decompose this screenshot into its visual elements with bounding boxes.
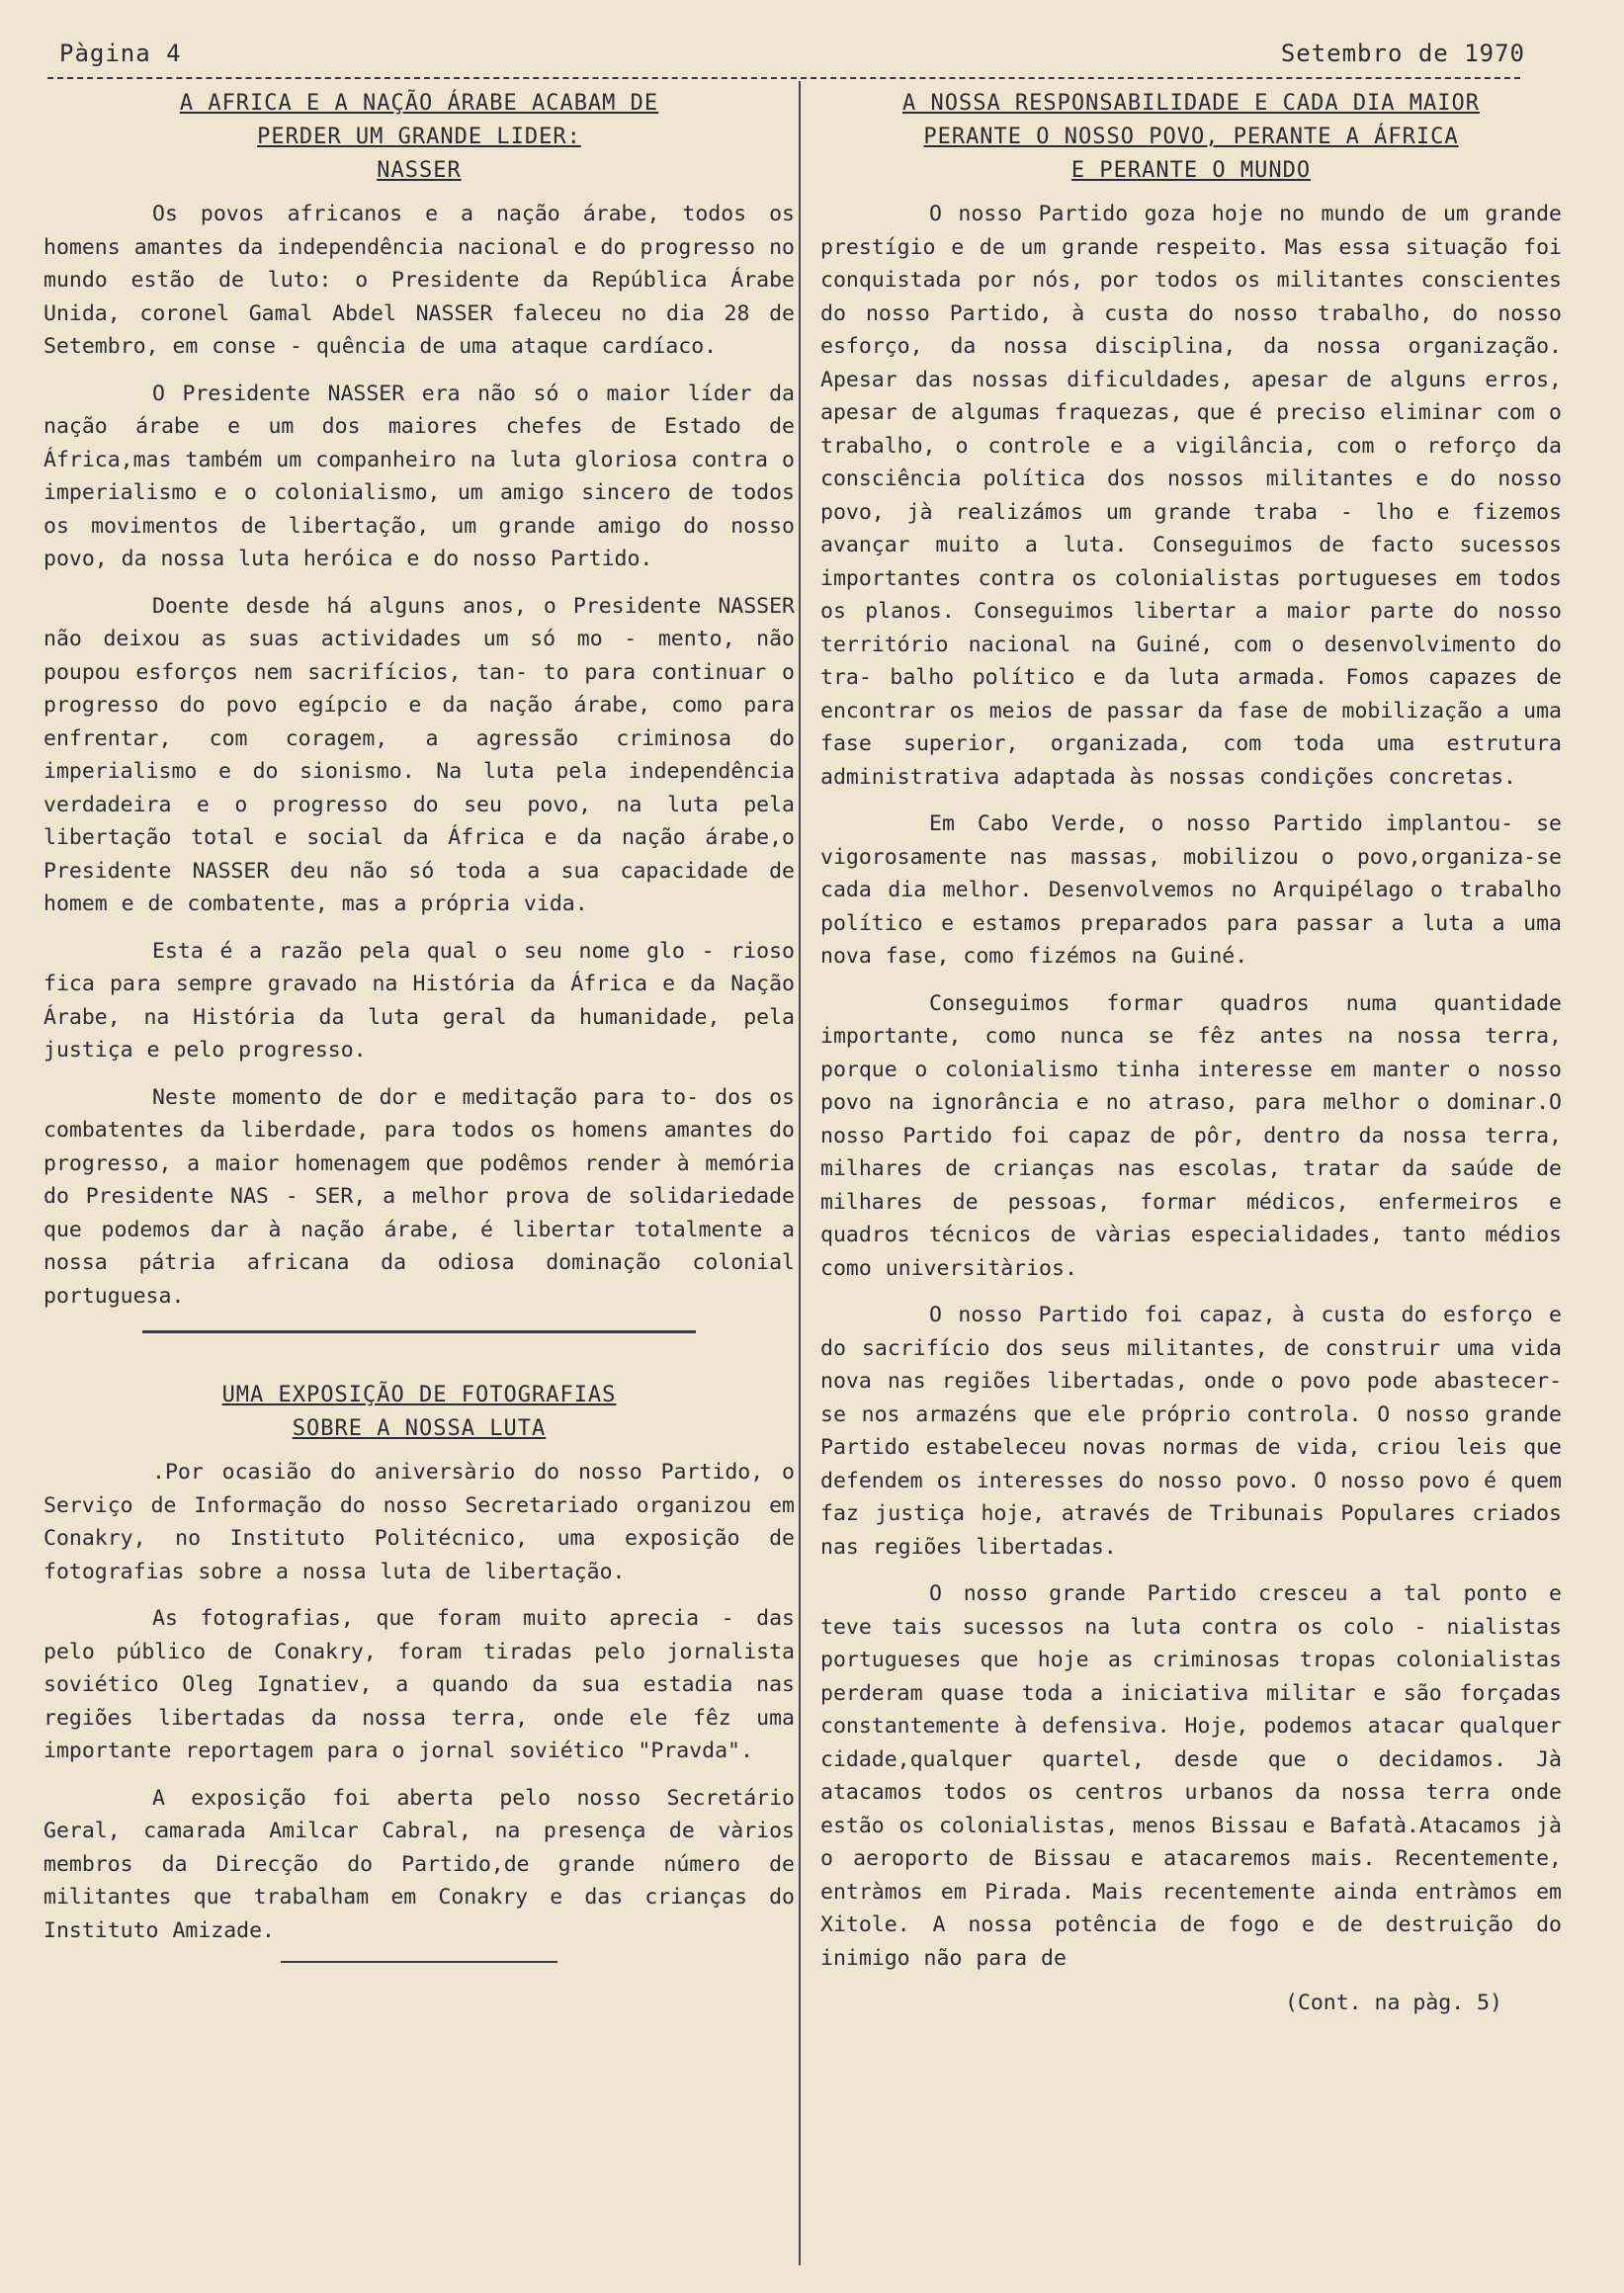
article-end-rule (281, 1961, 557, 1963)
title-line: A NOSSA RESPONSABILIDADE E CADA DIA MAIOR (901, 91, 1481, 116)
title-line: A AFRICA E A NAÇÃO ÁRABE ACABAM DE (179, 91, 659, 116)
title-line: E PERANTE O MUNDO (1070, 158, 1312, 183)
title-line: PERDER UM GRANDE LIDER: (257, 125, 581, 149)
title-line: NASSER (377, 158, 462, 183)
page-number: Pàgina 4 (59, 40, 182, 67)
paragraph: O nosso Partido foi capaz, à custa do esforço e do sacrifício dos seus militantes, de construir uma vida nova nas regiões libertadas, onde o povo pode abastecer-se nos armazéns que ele próprio controla. O nosso grande Partido estabeleceu novas normas de vida, criou leis que defendem os interesses do nosso povo. O nosso povo é quem faz justiça hoje, através de Tribunais Populares criados nas regiões libertadas. (820, 1303, 1562, 1560)
right-column (820, 87, 1562, 2018)
paragraph: Os povos africanos e a nação árabe, todos os homens amantes da independência nacional e do progresso no mundo estão de luto: o Presidente da República Árabe Unida, coronel Gamal Abdel NASSER faleceu no dia 28 de Setembro, em conse - quência de uma ataque cardíaco. (43, 202, 795, 359)
continuation-note: (Cont. na pàg. 5) (1284, 1991, 1502, 2015)
title-line: UMA EXPOSIÇÃO DE FOTOGRAFIAS (221, 1383, 617, 1407)
article-title-exposicao (43, 1379, 795, 1446)
paragraph: Conseguimos formar quadros numa quantidade importante, como nunca se fêz antes na nossa terra, porque o colonialismo tinha interesse em manter o nosso povo na ignorância e no atraso, para melhor o dominar.O nosso Partido foi capaz de pôr, dentro da nossa terra, milhares de crianças nas escolas, tratar da saúde de milhares de pessoas, formar médicos, enfermeiros e quadros técnicos de vàrias especialidades, tanto médios como universitàrios. (820, 990, 1562, 1281)
paragraph: Em Cabo Verde, o nosso Partido implantou- se vigorosamente nas massas, mobilizou o povo,organiza-se cada dia melhor. Desenvolvemos no Arquipélago o trabalho político e estamos preparados para passar a luta a uma nova fase, como fizémos na Guiné. (820, 811, 1562, 969)
paragraph: Neste momento de dor e meditação para to- dos os combatentes da liberdade, para todos os homens amantes do progresso, a maior homenagem que podêmos render à memória do Presidente NAS - SER, a melhor prova de solidariedade que podemos dar à nação árabe, é libertar totalmente a nossa pátria africana da odiosa dominação colonial portuguesa. (43, 1084, 795, 1309)
article-title-nasser (43, 87, 795, 188)
issue-date: Setembro de 1970 (1280, 40, 1525, 67)
paragraph: A exposição foi aberta pelo nosso Secretário Geral, camarada Amilcar Cabral, na presença de vàrios membros da Direcção do Partido,de grande número de militantes que trabalham em Conakry e das crianças do Instituto Amizade. (43, 1785, 795, 1943)
paragraph: Doente desde há alguns anos, o Presidente NASSER não deixou as suas actividades um só mo - mento, não poupou esforços nem sacrifícios, tan- to para continuar o progresso do povo egípcio e da nação árabe, como para enfrentar, com coragem, a agressão criminosa do imperialismo e do sionismo. Na luta pela independência verdadeira e o progresso do seu povo, na luta pela libertação total e social da África e da nação árabe,o Presidente NASSER deu não só toda a sua capacidade de homem e de combatente, mas a própria vida. (43, 593, 795, 916)
column-separator (799, 81, 801, 2265)
paragraph: O nosso grande Partido cresceu a tal ponto e teve tais sucessos na luta contra os colo - nialistas portugueses que hoje as criminosas tropas colonialistas perderam quase toda a iniciativa militar e são forçadas constantemente à defensiva. Hoje, podemos atacar qualquer cidade,qualquer quartel, desde que o decidamos. Jà atacamos todos os centros urbanos da nossa terra onde estão os colonialistas, menos Bissau e Bafatà.Atacamos jà o aeroporto de Bissau e atacaremos mais. Recentemente, entràmos em Pirada. Mais recentemente ainda entràmos em Xitole. A nossa potência de fogo e de destruição do inimigo não para de (820, 1581, 1562, 1971)
article-title-responsabilidade (820, 87, 1562, 188)
title-line: SOBRE A NOSSA LUTA (292, 1416, 547, 1441)
paragraph: O Presidente NASSER era não só o maior líder da nação árabe e um dos maiores chefes de Estado de África,mas também um companheiro na luta gloriosa contra o imperialismo e o colonialismo, um amigo sincero de todos os movimentos de libertação, um grande amigo do nosso povo, da nossa luta heróica e do nosso Partido. (43, 381, 795, 571)
paragraph: Esta é a razão pela qual o seu nome glo - rioso fica para sempre gravado na História da África e da Nação Árabe, na História da luta geral da humanidade, pela justiça e pelo progresso. (43, 938, 795, 1062)
title-line: PERANTE O NOSSO POVO, PERANTE A ÁFRICA (923, 125, 1459, 149)
paragraph: O nosso Partido goza hoje no mundo de um grande prestígio e de um grande respeito. Mas essa situação foi conquistada por nós, por todos os militantes conscientes do nosso Partido, à custa do nosso trabalho, do nosso esforço, da nossa disciplina, da nossa organização. Apesar das nossas dificuldades, apesar de alguns erros, apesar de algumas fraquezas, que é preciso eliminar com o trabalho, o controle e a vigilância, com o reforço da consciência política dos nossos militantes e do nosso povo, jà realizámos um grande traba - lho e fizemos avançar muito a luta. Conseguimos de facto sucessos importantes contra os colonialistas portugueses em todos os planos. Conseguimos libertar a maior parte do nosso território nacional na Guiné, com o desenvolvimento do tra- balho político e da luta armada. Fomos capazes de encontrar os meios de passar da fase de mobilização a uma fase superior, organizada, com toda uma estrutura administrativa adaptada às nossas condições concretas. (820, 202, 1562, 790)
paragraph: As fotografias, que foram muito aprecia - das pelo público de Conakry, foram tiradas pelo jornalista soviético Oleg Ignatiev, a quando da sua estadia nas regiões libertadas da nossa terra, onde ele fêz uma importante reportagem para o jornal soviético "Pravda". (43, 1606, 795, 1763)
header-rule (47, 77, 1520, 79)
section-divider (142, 1330, 696, 1333)
paragraph: .Por ocasião do aniversàrio do nosso Partido, o Serviço de Informação do nosso Secretariado organizou em Conakry, no Instituto Politécnico, uma exposição de fotografias sobre a nossa luta de libertação. (43, 1460, 795, 1584)
left-column (43, 87, 795, 1963)
